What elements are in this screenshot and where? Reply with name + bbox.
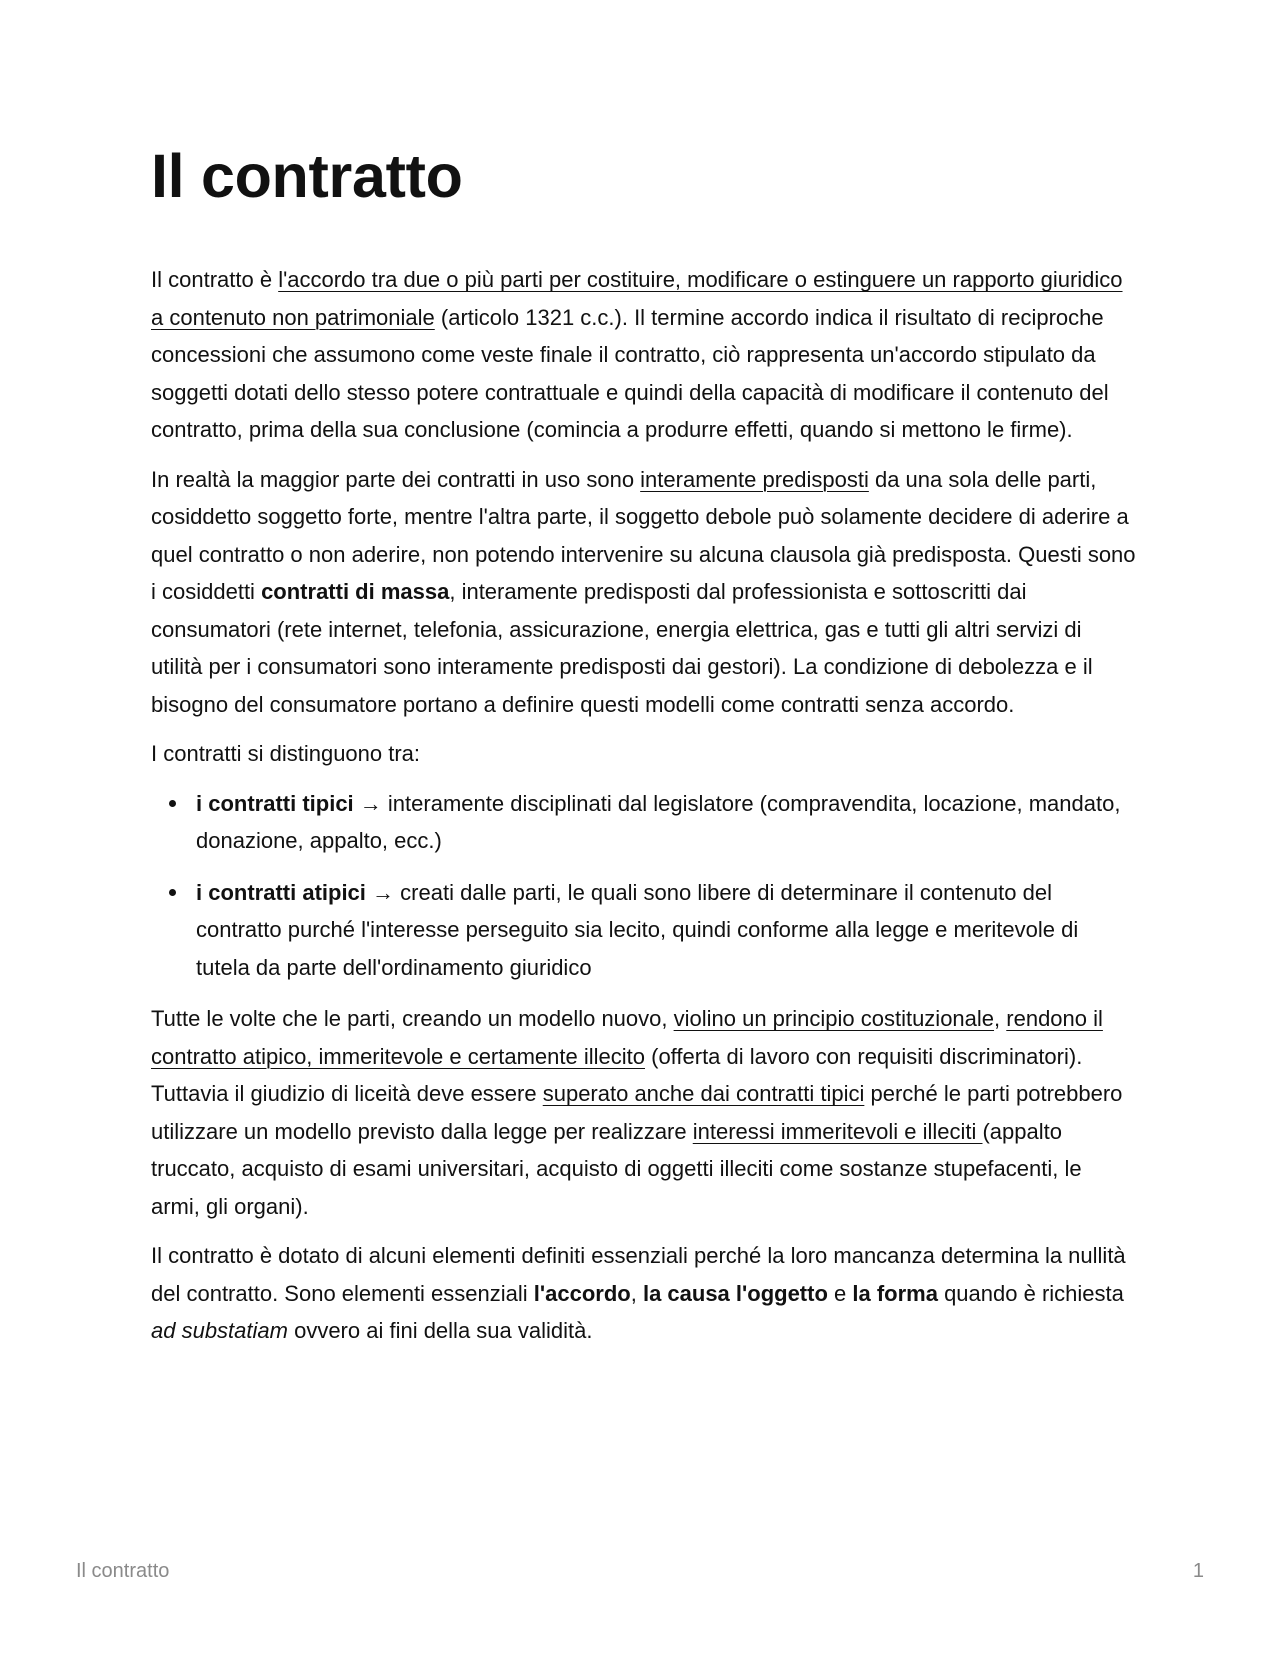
text: quando è richiesta [937, 1280, 1124, 1306]
text: (articolo 1321 c.c.). Il termine accordo indica il risultato di reciproche concessioni che assumono come veste finale il contratto, ciò rappresenta un'accordo stipulato da soggetti dotati dello stesso potere contrattuale e quindi della capacità di modificare il contenuto del contratto, prima della sua conclusione (comincia a produrre effetti, quando si mettono le firme). [151, 304, 1109, 443]
text: (appalto truccato, acquisto di esami universitari, acquisto di oggetti illeciti come sostanze stupefacenti, le armi, gli organi). [151, 1118, 1082, 1219]
text: da una sola delle parti, cosiddetto soggetto forte, mentre l'altra parte, il soggetto debole può solamente decidere di aderire a quel contratto o non aderire, non potendo intervenire su alcuna clausola già predisposta. Questi sono i cosiddetti [151, 466, 1136, 605]
list-item-text: creati dalle parti, le quali sono libere di determinare il contenuto del contratto purché l'interesse perseguito sia lecito, quindi conforme alla legge e meritevole di tutela da parte dell'ordinamento giuridico [196, 879, 1079, 980]
bold-text: contratti di massa [261, 579, 450, 605]
paragraph-elementi-essenziali [151, 1237, 1136, 1350]
bullet-icon [169, 800, 176, 807]
bold-text: la causa l'oggetto [642, 1280, 828, 1306]
page-title: Il contratto [151, 142, 463, 210]
paragraph-contratti-di-massa [151, 461, 1136, 724]
list-item-text: interamente disciplinati dal legislatore (compravendita, locazione, mandato, donazione, appalto, ecc.) [196, 790, 1121, 854]
list-item-term: i contratti atipici [196, 879, 366, 905]
underlined-text: interamente predisposti [640, 466, 869, 492]
bold-text: l'accordo [533, 1280, 631, 1306]
text: perché le parti potrebbero utilizzare un modello previsto dalla legge per realizzare [151, 1081, 1123, 1144]
bold-text: la forma [852, 1280, 938, 1306]
list-item [151, 874, 1136, 987]
text: , interamente predisposti dal professionista e sottoscritti dai consumatori (rete internet, telefonia, assicurazione, energia elettrica, gas e tutti gli altri servizi di utilità per i consumatori sono interamente predisposti dai gestori). La condizione di debolezza e il bisogno del consumatore portano a definire questi modelli come contratti senza accordo. [151, 579, 1093, 717]
arrow-icon: → [353, 790, 388, 816]
document-body [151, 140, 1136, 1362]
bullet-icon [169, 889, 176, 896]
bullet-list [151, 785, 1136, 987]
text: ovvero ai fini della sua validità. [287, 1318, 593, 1344]
footer-title: Il contratto [76, 1560, 170, 1582]
list-item [151, 785, 1136, 860]
underlined-text: l'accordo tra due o più parti per costituire, modificare o estinguere un rapporto giuridico a contenuto non patrimoniale [151, 267, 1123, 330]
page-number: 1 [1192, 1560, 1204, 1582]
text: Il contratto è dotato di alcuni elementi definiti essenziali perché la loro mancanza determina la nullità del contratto. Sono elementi essenziali [151, 1243, 1126, 1306]
underlined-text: rendono il contratto atipico, immeritevole e certamente illecito [151, 1006, 1103, 1069]
text: Tutte le volte che le parti, creando un modello nuovo, [151, 1006, 674, 1032]
text: In realtà la maggior parte dei contratti in uso sono [151, 466, 641, 492]
text: e [827, 1280, 853, 1306]
italic-text: ad substatiam [151, 1318, 288, 1344]
text: , [994, 1006, 1007, 1032]
paragraph-liceita [151, 1000, 1136, 1225]
text: , [630, 1280, 643, 1306]
paragraph-distinzione: I contratti si distinguono tra: [151, 741, 421, 767]
underlined-text: violino un principio costituzionale [673, 1006, 995, 1032]
arrow-icon: → [365, 879, 401, 905]
text: (offerta di lavoro con requisiti discriminatori). Tuttavia il giudizio di liceità deve essere [151, 1043, 1083, 1107]
list-item-term: i contratti tipici [196, 790, 354, 816]
underlined-text: superato anche dai contratti tipici [542, 1081, 865, 1107]
text: Il contratto è [151, 267, 279, 293]
paragraph-definition [151, 261, 1136, 449]
underlined-text: interessi immeritevoli e illeciti [692, 1118, 983, 1144]
